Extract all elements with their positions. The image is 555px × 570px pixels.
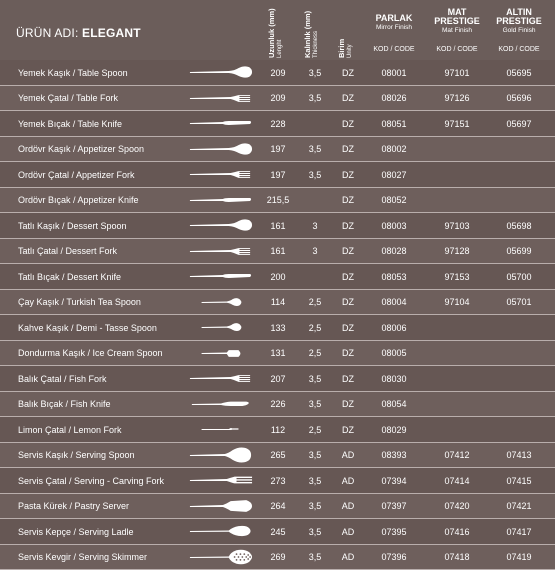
mirror-finish-title: PARLAK xyxy=(361,14,427,23)
length-cell: 197 xyxy=(260,144,296,154)
knife-icon xyxy=(188,267,254,285)
length-cell: 209 xyxy=(260,68,296,78)
table-row xyxy=(0,494,555,520)
mat-code-cell: 07418 xyxy=(424,552,490,562)
small-spoon-icon xyxy=(188,318,254,336)
length-cell: 131 xyxy=(260,348,296,358)
thickness-cell: 3,5 xyxy=(300,450,330,460)
gold-finish-subtitle: Gold Finish xyxy=(486,26,552,35)
fork-icon xyxy=(188,89,254,107)
fork-icon xyxy=(188,165,254,183)
product-name-cell: Tatlı Bıçak / Dessert Knife xyxy=(18,272,121,282)
table-row xyxy=(0,315,555,341)
unit-cell: DZ xyxy=(334,68,362,78)
length-cell: 133 xyxy=(260,323,296,333)
thickness-cell: 3,5 xyxy=(300,144,330,154)
kod-label-2: KOD / CODE xyxy=(424,46,490,53)
table-row xyxy=(0,392,555,418)
mat-code-cell: 97104 xyxy=(424,297,490,307)
mirror-code-cell: 07394 xyxy=(361,476,427,486)
product-name-cell: Servis Kevgir / Serving Skimmer xyxy=(18,552,147,562)
kod-label-1: KOD / CODE xyxy=(361,46,427,53)
length-cell: 207 xyxy=(260,374,296,384)
gold-code-cell: 05701 xyxy=(486,297,552,307)
mat-code-cell: 07414 xyxy=(424,476,490,486)
product-name-cell: Yemek Çatal / Table Fork xyxy=(18,93,118,103)
unit-cell: DZ xyxy=(334,144,362,154)
product-name-cell: Ordövr Çatal / Appetizer Fork xyxy=(18,170,135,180)
gold-code-cell: 07419 xyxy=(486,552,552,562)
length-cell: 273 xyxy=(260,476,296,486)
product-title xyxy=(16,26,141,40)
mat-code-cell: 97128 xyxy=(424,246,490,256)
length-cell: 114 xyxy=(260,297,296,307)
mirror-code-cell: 08001 xyxy=(361,68,427,78)
unit-cell: DZ xyxy=(334,93,362,103)
mirror-code-cell: 08051 xyxy=(361,119,427,129)
gold-code-cell: 07413 xyxy=(486,450,552,460)
length-cell: 226 xyxy=(260,399,296,409)
unit-header-en: Unity xyxy=(346,4,354,58)
product-name-cell: Tatlı Kaşık / Dessert Spoon xyxy=(18,221,127,231)
thickness-cell: 3 xyxy=(300,221,330,231)
length-cell: 209 xyxy=(260,93,296,103)
ladle-icon xyxy=(188,522,254,540)
length-cell: 200 xyxy=(260,272,296,282)
skimmer-icon xyxy=(188,548,254,566)
mat-code-cell: 07412 xyxy=(424,450,490,460)
unit-cell: AD xyxy=(334,476,362,486)
unit-cell: AD xyxy=(334,450,362,460)
gold-code-cell: 07417 xyxy=(486,527,552,537)
product-name-cell: Yemek Bıçak / Table Knife xyxy=(18,119,122,129)
table-row xyxy=(0,213,555,239)
fish-knife-icon xyxy=(188,395,254,413)
fork-icon xyxy=(188,242,254,260)
pastry-server-icon xyxy=(188,497,254,515)
mat-code-cell: 97153 xyxy=(424,272,490,282)
thickness-cell: 3,5 xyxy=(300,68,330,78)
gold-code-cell: 05699 xyxy=(486,246,552,256)
thickness-cell: 2,5 xyxy=(300,297,330,307)
unit-cell: DZ xyxy=(334,297,362,307)
table-row xyxy=(0,366,555,392)
unit-cell: DZ xyxy=(334,374,362,384)
mat-code-cell: 97126 xyxy=(424,93,490,103)
thickness-column-header xyxy=(302,4,332,58)
unit-cell: DZ xyxy=(334,119,362,129)
mirror-code-cell: 08028 xyxy=(361,246,427,256)
table-row xyxy=(0,162,555,188)
thickness-cell: 3,5 xyxy=(300,501,330,511)
length-header-en: Lenght xyxy=(276,4,284,58)
gold-finish-header xyxy=(486,8,552,35)
table-row xyxy=(0,137,555,163)
unit-cell: DZ xyxy=(334,425,362,435)
length-cell: 161 xyxy=(260,246,296,256)
gold-code-cell: 05696 xyxy=(486,93,552,103)
unit-cell: DZ xyxy=(334,195,362,205)
unit-cell: AD xyxy=(334,527,362,537)
table-row xyxy=(0,290,555,316)
unit-cell: DZ xyxy=(334,170,362,180)
table-row xyxy=(0,468,555,494)
fork-icon xyxy=(188,369,254,387)
length-cell: 228 xyxy=(260,119,296,129)
length-cell: 269 xyxy=(260,552,296,562)
unit-cell: DZ xyxy=(334,399,362,409)
unit-cell: DZ xyxy=(334,221,362,231)
unit-cell: AD xyxy=(334,501,362,511)
product-name-cell: Tatlı Çatal / Dessert Fork xyxy=(18,246,117,256)
mat-finish-title-2: PRESTIGE xyxy=(424,17,490,26)
thickness-header-en: Thickness xyxy=(312,4,320,58)
mirror-code-cell: 08030 xyxy=(361,374,427,384)
unit-cell: DZ xyxy=(334,272,362,282)
mirror-code-cell: 07396 xyxy=(361,552,427,562)
gold-code-cell: 05695 xyxy=(486,68,552,78)
mat-code-cell: 97151 xyxy=(424,119,490,129)
mirror-code-cell: 08027 xyxy=(361,170,427,180)
product-name-cell: Servis Çatal / Serving - Carving Fork xyxy=(18,476,164,486)
gold-finish-title: ALTIN xyxy=(486,8,552,17)
thickness-cell: 3,5 xyxy=(300,476,330,486)
mirror-code-cell: 08052 xyxy=(361,195,427,205)
table-row xyxy=(0,264,555,290)
mirror-code-cell: 07395 xyxy=(361,527,427,537)
mat-code-cell: 97101 xyxy=(424,68,490,78)
knife-icon xyxy=(188,191,254,209)
product-name: ELEGANT xyxy=(82,26,141,40)
thickness-cell: 3 xyxy=(300,246,330,256)
gold-finish-title-2: PRESTIGE xyxy=(486,17,552,26)
mirror-code-cell: 08002 xyxy=(361,144,427,154)
spoon-icon xyxy=(188,216,254,234)
length-cell: 264 xyxy=(260,501,296,511)
mirror-code-cell: 08004 xyxy=(361,297,427,307)
thickness-cell: 3,5 xyxy=(300,527,330,537)
mirror-code-cell: 08393 xyxy=(361,450,427,460)
thickness-cell: 2,5 xyxy=(300,425,330,435)
product-name-cell: Yemek Kaşık / Table Spoon xyxy=(18,68,128,78)
mirror-finish-subtitle: Mirror Finish xyxy=(361,23,427,32)
mirror-finish-header xyxy=(361,14,427,32)
product-name-cell: Ordövr Bıçak / Appetizer Knife xyxy=(18,195,139,205)
unit-cell: AD xyxy=(334,552,362,562)
length-cell: 161 xyxy=(260,221,296,231)
thickness-cell: 2,5 xyxy=(300,323,330,333)
thickness-cell: 3,5 xyxy=(300,374,330,384)
thickness-cell: 3,5 xyxy=(300,399,330,409)
table-row xyxy=(0,188,555,214)
gold-code-cell: 07415 xyxy=(486,476,552,486)
carving-fork-icon xyxy=(188,471,254,489)
small-spoon-icon xyxy=(188,293,254,311)
gold-code-cell: 05700 xyxy=(486,272,552,282)
length-cell: 245 xyxy=(260,527,296,537)
mirror-code-cell: 07397 xyxy=(361,501,427,511)
spoon-icon xyxy=(188,140,254,158)
length-cell: 112 xyxy=(260,425,296,435)
table-header xyxy=(0,0,555,60)
product-name-cell: Limon Çatal / Lemon Fork xyxy=(18,425,122,435)
spoon-icon xyxy=(188,63,254,81)
mirror-code-cell: 08006 xyxy=(361,323,427,333)
table-row xyxy=(0,341,555,367)
mat-code-cell: 97103 xyxy=(424,221,490,231)
mirror-code-cell: 08029 xyxy=(361,425,427,435)
mirror-code-cell: 08054 xyxy=(361,399,427,409)
product-rows xyxy=(0,60,555,570)
length-cell: 197 xyxy=(260,170,296,180)
table-row xyxy=(0,545,555,570)
serving-spoon-icon xyxy=(188,446,254,464)
mat-finish-header xyxy=(424,8,490,35)
thickness-cell: 3,5 xyxy=(300,552,330,562)
mat-finish-subtitle: Mat Finish xyxy=(424,26,490,35)
table-row xyxy=(0,111,555,137)
product-label: ÜRÜN ADI: xyxy=(16,26,78,40)
table-row xyxy=(0,60,555,86)
ice-cream-spoon-icon xyxy=(188,344,254,362)
length-cell: 215,5 xyxy=(260,195,296,205)
length-cell: 265 xyxy=(260,450,296,460)
thickness-cell: 3,5 xyxy=(300,170,330,180)
product-name-cell: Balık Bıçak / Fish Knife xyxy=(18,399,111,409)
gold-code-cell: 05697 xyxy=(486,119,552,129)
table-row xyxy=(0,417,555,443)
product-name-cell: Balık Çatal / Fish Fork xyxy=(18,374,107,384)
unit-cell: DZ xyxy=(334,323,362,333)
mat-code-cell: 07416 xyxy=(424,527,490,537)
unit-header-tr: Birim xyxy=(338,4,346,58)
length-column-header xyxy=(266,4,296,58)
mirror-code-cell: 08026 xyxy=(361,93,427,103)
table-row xyxy=(0,86,555,112)
thickness-cell: 3,5 xyxy=(300,93,330,103)
kod-label-3: KOD / CODE xyxy=(486,46,552,53)
product-name-cell: Dondurma Kaşık / Ice Cream Spoon xyxy=(18,348,163,358)
mat-code-cell: 07420 xyxy=(424,501,490,511)
mirror-code-cell: 08053 xyxy=(361,272,427,282)
mirror-code-cell: 08003 xyxy=(361,221,427,231)
knife-icon xyxy=(188,114,254,132)
small-fork-icon xyxy=(188,420,254,438)
unit-cell: DZ xyxy=(334,348,362,358)
thickness-header-tr: Kalınlık (mm) xyxy=(304,4,312,58)
product-name-cell: Servis Kaşık / Serving Spoon xyxy=(18,450,135,460)
product-name-cell: Pasta Kürek / Pastry Server xyxy=(18,501,129,511)
gold-code-cell: 05698 xyxy=(486,221,552,231)
table-row xyxy=(0,519,555,545)
product-name-cell: Ordövr Kaşık / Appetizer Spoon xyxy=(18,144,144,154)
mirror-code-cell: 08005 xyxy=(361,348,427,358)
table-row xyxy=(0,239,555,265)
length-header-tr: Uzunluk (mm) xyxy=(268,4,276,58)
product-name-cell: Çay Kaşık / Turkish Tea Spoon xyxy=(18,297,141,307)
gold-code-cell: 07421 xyxy=(486,501,552,511)
table-row xyxy=(0,443,555,469)
unit-cell: DZ xyxy=(334,246,362,256)
product-name-cell: Servis Kepçe / Serving Ladle xyxy=(18,527,134,537)
product-name-cell: Kahve Kaşık / Demi - Tasse Spoon xyxy=(18,323,157,333)
thickness-cell: 2,5 xyxy=(300,348,330,358)
mat-finish-title: MAT xyxy=(424,8,490,17)
